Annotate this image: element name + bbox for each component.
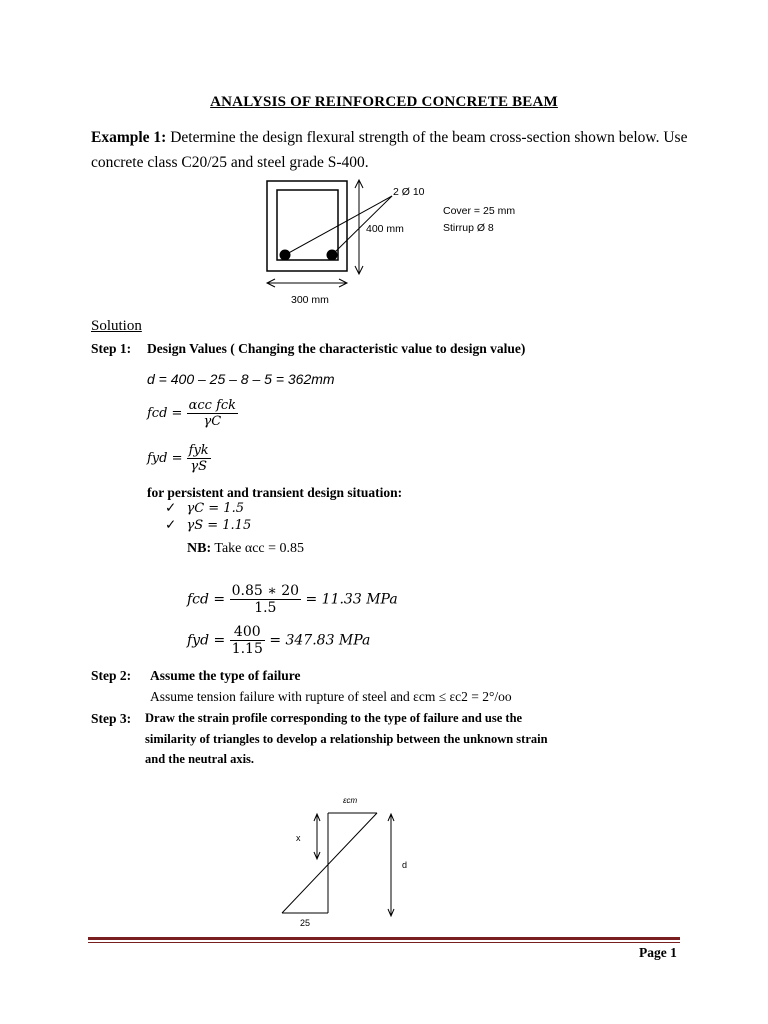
fyd-calc-rhs: = 347.83 MPa (269, 632, 371, 649)
page-number: Page 1 (639, 945, 677, 960)
nb-text: Take αcc = 0.85 (214, 541, 305, 556)
fcd-formula (147, 398, 238, 429)
d-equation: d = 400 – 25 – 8 – 5 = 362mm (147, 371, 335, 387)
fyd-formula (147, 443, 211, 474)
example-label: Example 1: (91, 129, 167, 146)
check-icon: ✓ (165, 517, 177, 532)
fyd-fraction (187, 443, 211, 474)
step1-label: Step 1: (91, 341, 132, 356)
step3-line1: Draw the strain profile corresponding to the type of failure and use the (145, 711, 523, 725)
bars-label: 2 Ø 10 (393, 186, 425, 198)
step1-title: Design Values ( Changing the characteristic value to design value) (147, 341, 526, 356)
nb-note (187, 541, 304, 557)
gamma-c-item (165, 500, 244, 516)
fcd-lhs: fcd = (147, 406, 183, 421)
nb-label: NB: (187, 541, 212, 556)
width-label: 300 mm (291, 294, 329, 306)
fyd-calc-denominator: 1.15 (231, 641, 263, 657)
step2-title: Assume the type of failure (150, 668, 301, 683)
fcd-calc-rhs: = 11.33 MPa (305, 591, 398, 608)
fyd-calc-lhs: fyd = (187, 632, 226, 649)
gamma-s-item (165, 517, 251, 533)
footer-rule-thin (88, 942, 680, 943)
fyd-numerator: fyk (188, 443, 209, 458)
step2-text: Assume tension failure with rupture of steel and εcm ≤ εc2 = 2°/oo (150, 689, 512, 704)
fcd-calc-denominator: 1.5 (254, 600, 277, 616)
fyd-denominator: γS (190, 459, 208, 474)
step3-label: Step 3: (91, 711, 132, 726)
fcd-numerator: αcc fck (188, 398, 237, 413)
design-situation: for persistent and transient design situation: (147, 485, 403, 500)
solution-heading: Solution (91, 318, 142, 334)
strain-bottom-label: 25 (300, 918, 311, 928)
fyd-lhs: fyd = (147, 451, 183, 466)
example-paragraph (91, 125, 691, 175)
page-title: ANALYSIS OF REINFORCED CONCRETE BEAM (210, 94, 558, 110)
fcd-calc-numerator: 0.85 ∗ 20 (231, 583, 300, 599)
cover-label: Cover = 25 mm (443, 205, 516, 217)
gamma-c-value: γC = 1.5 (186, 501, 244, 516)
footer-rule-thick (88, 937, 680, 940)
step3-line2: similarity of triangles to develop a relationship between the unknown strain (145, 732, 548, 746)
fcd-denominator: γC (203, 414, 222, 429)
strain-diagonal (282, 813, 377, 913)
fcd-fraction (187, 398, 238, 429)
example-text-line1: Determine the design flexural strength of the beam cross-section shown below. Use (170, 129, 688, 146)
strain-d-label: d (402, 860, 408, 870)
fcd-calc-lhs: fcd = (187, 591, 226, 608)
strain-x-label: x (296, 833, 301, 843)
fyd-calc-numerator: 400 (230, 624, 265, 641)
stirrup-outline (277, 190, 338, 260)
fyd-calculation (187, 624, 370, 657)
fyd-calc-fraction (230, 624, 265, 657)
fcd-calculation (187, 583, 398, 616)
check-icon: ✓ (165, 500, 177, 515)
step2-label: Step 2: (91, 668, 132, 683)
gamma-s-value: γS = 1.15 (186, 518, 252, 533)
stirrup-label: Stirrup Ø 8 (443, 222, 494, 234)
fcd-calc-fraction (230, 583, 301, 616)
example-text-line2: concrete class C20/25 and steel grade S-400. (91, 154, 369, 171)
height-label: 400 mm (366, 223, 404, 235)
step3-line3: and the neutral axis. (145, 752, 255, 766)
strain-top-label: εcm (343, 796, 358, 805)
